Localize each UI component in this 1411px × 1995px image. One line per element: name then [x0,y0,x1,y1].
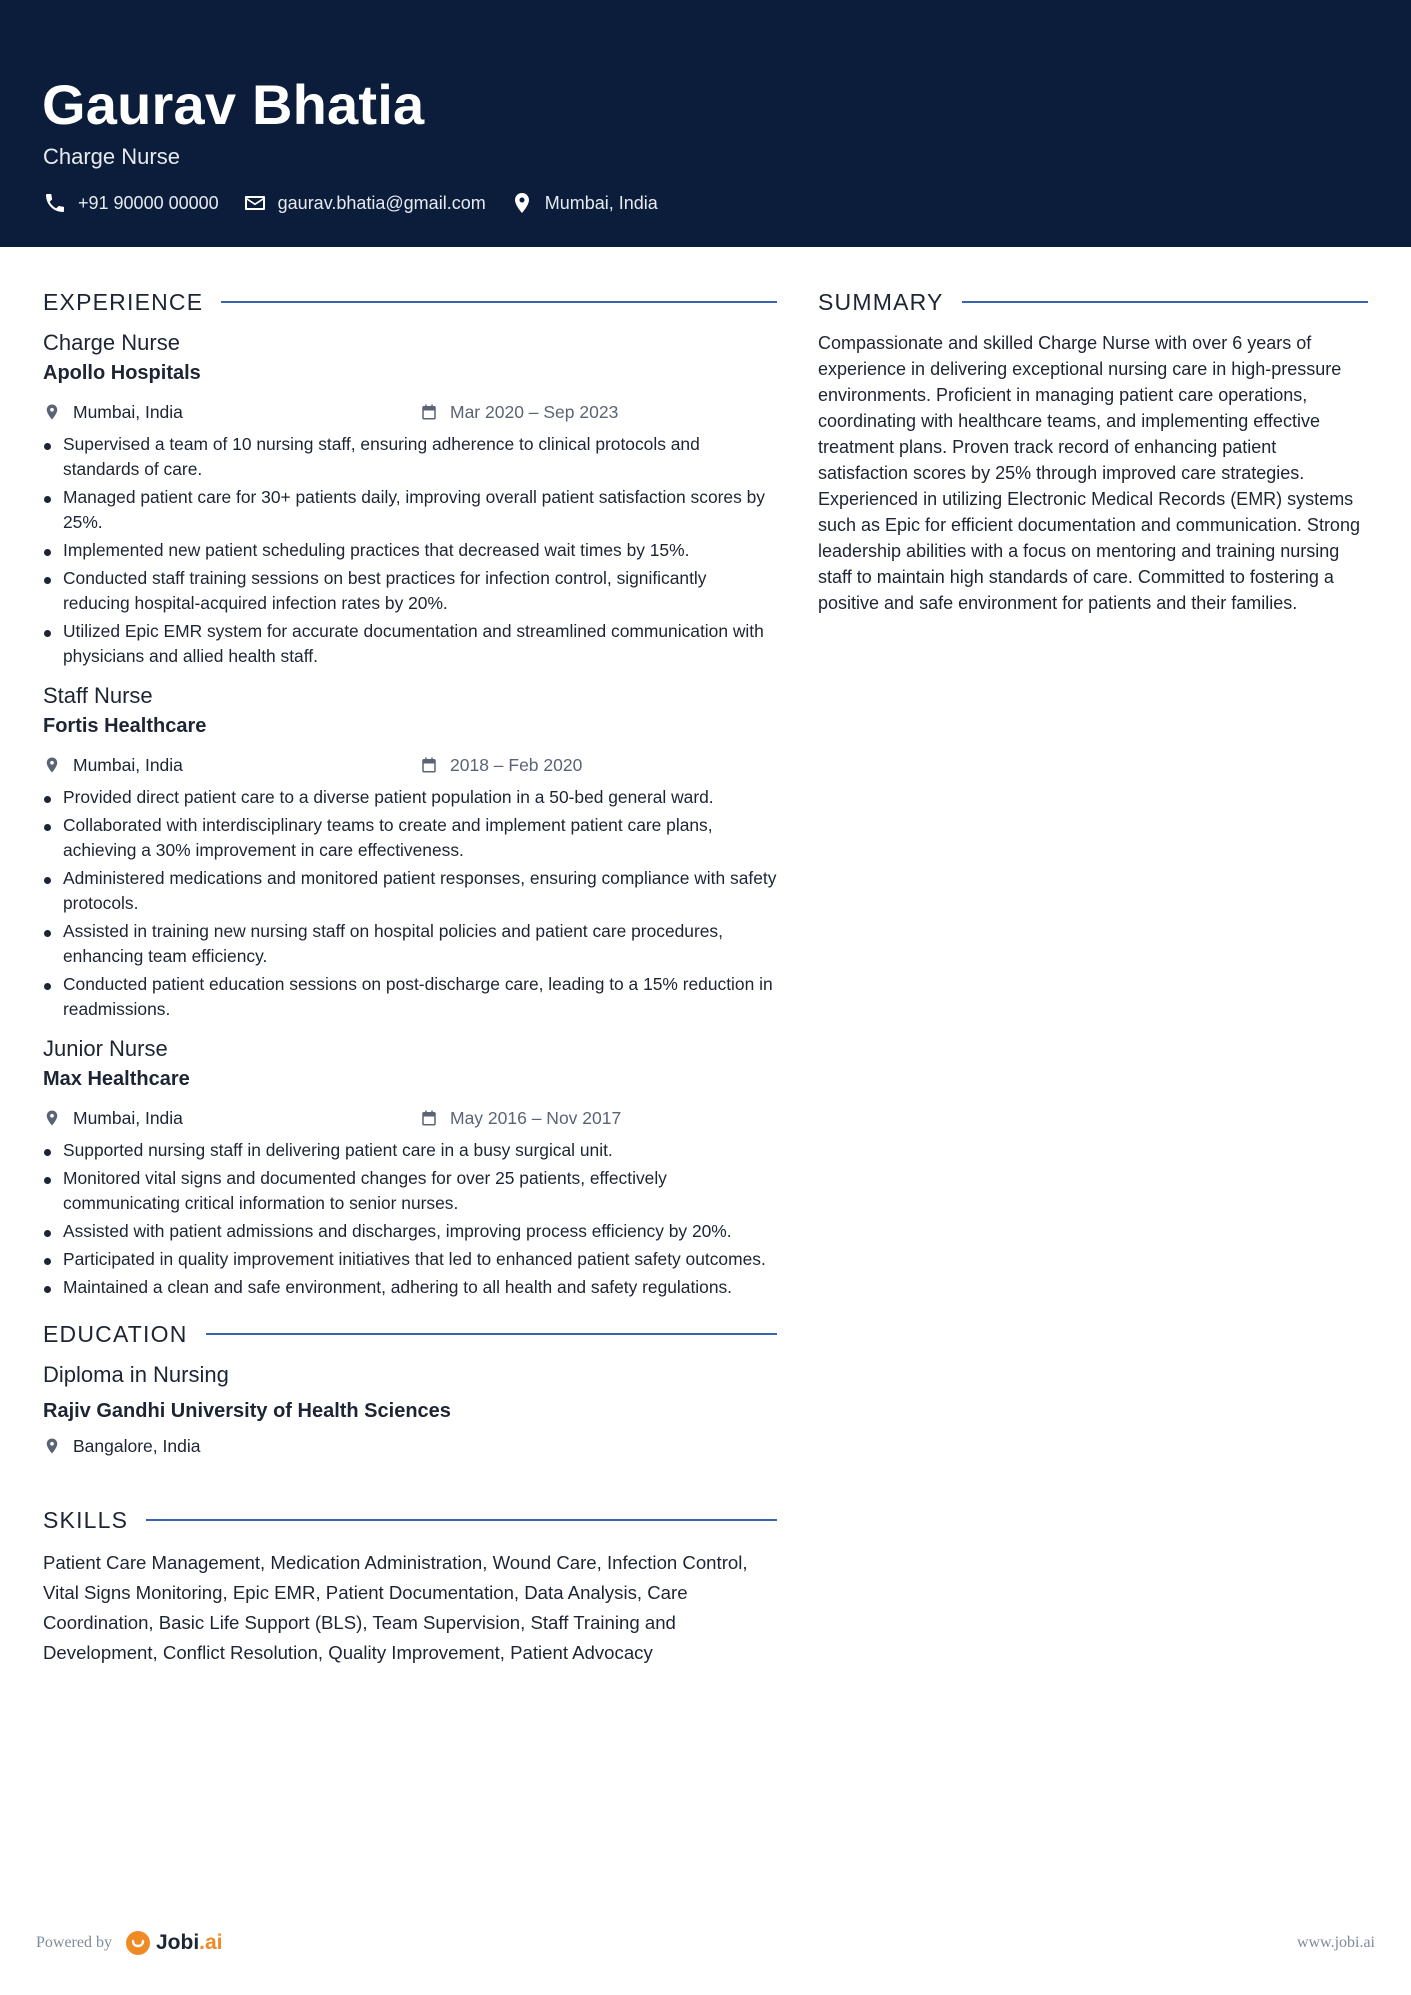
brand-logo[interactable] [126,1931,223,1955]
education-entry [43,1360,777,1464]
list-item: Maintained a clean and safe environment, adhering to all health and safety regulations. [43,1275,777,1300]
job-dates-text: Mar 2020 – Sep 2023 [450,401,619,422]
list-item: Participated in quality improvement initiatives that led to enhanced patient safety outcomes. [43,1247,777,1272]
job-location-text: Mumbai, India [73,401,183,422]
job-dates-text: 2018 – Feb 2020 [450,754,583,775]
phone-icon [43,191,67,215]
calendar-icon [420,756,438,774]
list-item: Administered medications and monitored patient responses, ensuring compliance with safety protocols. [43,866,777,916]
mail-icon [243,191,267,215]
contact-row [43,190,682,216]
job-title: Staff Nurse [43,683,153,708]
candidate-role: Charge Nurse [43,144,180,169]
job-bullets [43,1138,777,1300]
summary-title: SUMMARY [818,288,944,315]
powered-by [36,1931,223,1955]
job-location [43,1108,420,1129]
footer-site-link[interactable]: www.jobi.ai [1296,1934,1375,1951]
right-column [818,280,1368,616]
education-title: EDUCATION [43,1320,188,1347]
list-item: Provided direct patient care to a diverse patient population in a 50-bed general ward. [43,785,777,810]
contact-location [510,191,658,215]
brand-suffix: .ai [199,1931,223,1954]
education-meta [43,1428,777,1464]
job-location [43,755,420,776]
education-heading [43,1312,777,1356]
location-icon [43,756,61,774]
list-item: Supported nursing staff in delivering patient care in a busy surgical unit. [43,1138,777,1163]
contact-phone [43,191,219,215]
job-company: Fortis Healthcare [43,715,207,737]
list-item: Conducted patient education sessions on post-discharge care, leading to a 15% reduction in readmissions. [43,972,777,1022]
education-school: Rajiv Gandhi University of Health Sciences [43,1400,451,1422]
job-entry [43,1034,777,1300]
job-title: Charge Nurse [43,330,180,355]
left-column [43,280,777,1668]
phone-text: +91 90000 00000 [78,192,219,213]
education-location-text: Bangalore, India [73,1435,201,1456]
powered-by-text: Powered by [36,1934,112,1951]
section-divider [221,301,777,303]
summary-heading [818,280,1368,324]
experience-heading [43,280,777,324]
resume-header [0,0,1411,247]
job-location [43,402,420,423]
job-entry [43,328,777,669]
job-title: Junior Nurse [43,1036,168,1061]
list-item: Assisted in training new nursing staff on hospital policies and patient care procedures, enhancing team efficiency. [43,919,777,969]
footer [0,1925,1411,1961]
brand-name: Jobi [155,1931,200,1954]
job-bullets [43,785,777,1022]
location-icon [510,191,534,215]
job-dates [420,755,582,776]
education-degree: Diploma in Nursing [43,1362,229,1387]
job-company: Apollo Hospitals [43,362,201,384]
list-item: Utilized Epic EMR system for accurate documentation and streamlined communication with physicians and allied health staff. [43,619,777,669]
job-location-text: Mumbai, India [73,754,183,775]
email-text: gaurav.bhatia@gmail.com [277,192,486,213]
list-item: Managed patient care for 30+ patients daily, improving overall patient satisfaction scores by 25%. [43,485,777,535]
job-entry [43,681,777,1022]
section-divider [962,301,1368,303]
location-icon [43,1109,61,1127]
section-divider [146,1519,777,1521]
job-company: Max Healthcare [43,1068,190,1090]
list-item: Assisted with patient admissions and discharges, improving process efficiency by 20%. [43,1219,777,1244]
skills-text: Patient Care Management, Medication Administration, Wound Care, Infection Control, Vital Signs Monitoring, Epic EMR, Patient Documentation, Data Analysis, Care Coordination, Basic Life Support (BLS), Team Supervision, Staff Training and Development, Conflict Resolution, Quality Improvement, Patient Advocacy [43,1552,748,1663]
job-meta [43,394,777,430]
jobi-logo-icon [126,1931,150,1955]
location-icon [43,1437,61,1455]
list-item: Monitored vital signs and documented changes for over 25 patients, effectively communicating critical information to senior nurses. [43,1166,777,1216]
job-location-text: Mumbai, India [73,1107,183,1128]
skills-title: SKILLS [43,1506,129,1533]
contact-email [243,191,486,215]
job-dates [420,1108,621,1129]
calendar-icon [420,1109,438,1127]
job-bullets [43,432,777,669]
location-text: Mumbai, India [544,192,658,213]
section-divider [206,1333,777,1335]
job-dates-text: May 2016 – Nov 2017 [450,1107,622,1128]
list-item: Conducted staff training sessions on best practices for infection control, significantly reducing hospital-acquired infection rates by 20%. [43,566,777,616]
job-meta [43,1100,777,1136]
calendar-icon [420,403,438,421]
job-meta [43,747,777,783]
list-item: Implemented new patient scheduling practices that decreased wait times by 15%. [43,538,777,563]
job-dates [420,402,618,423]
experience-title: EXPERIENCE [43,288,204,315]
list-item: Supervised a team of 10 nursing staff, ensuring adherence to clinical protocols and standards of care. [43,432,777,482]
location-icon [43,403,61,421]
list-item: Collaborated with interdisciplinary teams to create and implement patient care plans, achieving a 30% improvement in care effectiveness. [43,813,777,863]
summary-text: Compassionate and skilled Charge Nurse with over 6 years of experience in delivering exceptional nursing care in high-pressure environments. Proficient in managing patient care operations, coordinating with healthcare teams, and implementing effective treatment plans. Proven track record of enhancing patient satisfaction scores by 25% through improved care strategies. Experienced in utilizing Electronic Medical Records (EMR) systems such as Epic for efficient documentation and communication. Strong leadership abilities with a focus on mentoring and training nursing staff to maintain high standards of care. Committed to fostering a positive and safe environment for patients and their families. [818,333,1360,613]
education-location [43,1436,420,1457]
skills-heading [43,1498,777,1542]
candidate-name: Gaurav Bhatia [42,73,425,136]
